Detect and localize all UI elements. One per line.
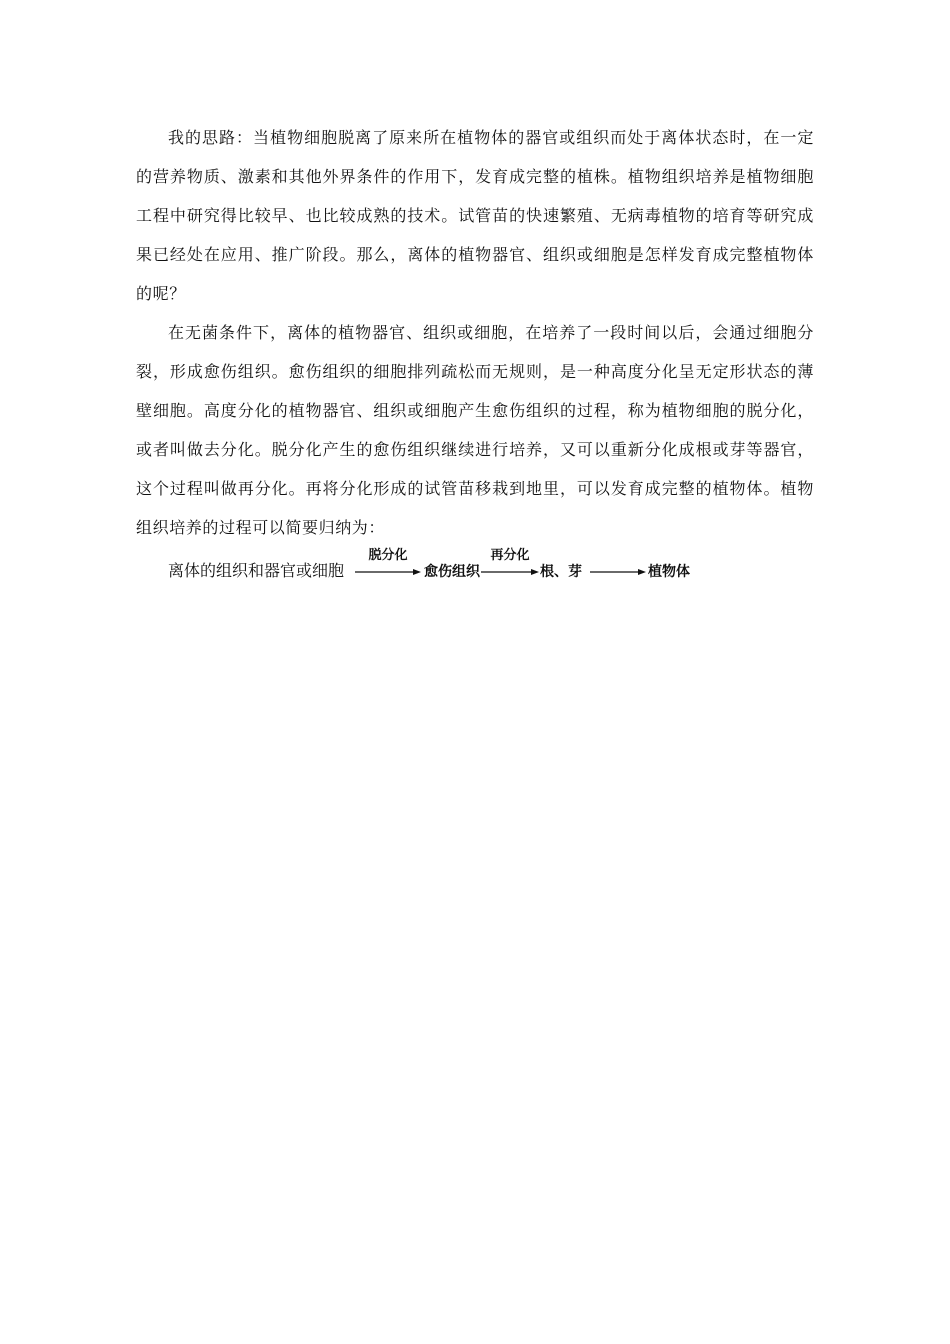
arrow-right-icon — [481, 567, 539, 577]
arrow-dedifferentiation — [355, 547, 421, 587]
arrow-redifferentiation — [481, 547, 539, 587]
arrow-dedifferentiation-label: 脱分化 — [368, 548, 408, 563]
flow-end-label: 植物体 — [648, 564, 690, 580]
flow-root-bud-label: 根、芽 — [540, 564, 582, 580]
flow-start-label: 离体的组织和器官或细胞 — [168, 561, 345, 580]
arrow-redifferentiation-label: 再分化 — [490, 548, 530, 563]
tissue-culture-flow-diagram — [136, 547, 814, 591]
paragraph-thinking: 我的思路：当植物细胞脱离了原来所在植物体的器官或组织而处于离体状态时，在一定的营养物质、激素和其他外界条件的作用下，发育成完整的植株。植物组织培养是植物细胞工程中研究得比较早、也比较成熟的技术。试管苗的快速繁殖、无病毒植物的培育等研究成果已经处在应用、推广阶段。那么，离体的植物器官、组织或细胞是怎样发育成完整植物体的呢？ — [136, 128, 814, 303]
flow-callus-label: 愈伤组织 — [424, 564, 480, 580]
arrow-right-icon — [355, 567, 421, 577]
document-page — [136, 118, 814, 591]
arrow-development — [590, 547, 646, 587]
paragraph-process: 在无菌条件下，离体的植物器官、组织或细胞，在培养了一段时间以后，会通过细胞分裂，形成愈伤组织。愈伤组织的细胞排列疏松而无规则，是一种高度分化呈无定形状态的薄壁细胞。高度分化的植物器官、组织或细胞产生愈伤组织的过程，称为植物细胞的脱分化，或者叫做去分化。脱分化产生的愈伤组织继续进行培养，又可以重新分化成根或芽等器官，这个过程叫做再分化。再将分化形成的试管苗移栽到地里，可以发育成完整的植物体。植物组织培养的过程可以简要归纳为： — [136, 323, 814, 537]
arrow-right-icon — [590, 567, 646, 577]
